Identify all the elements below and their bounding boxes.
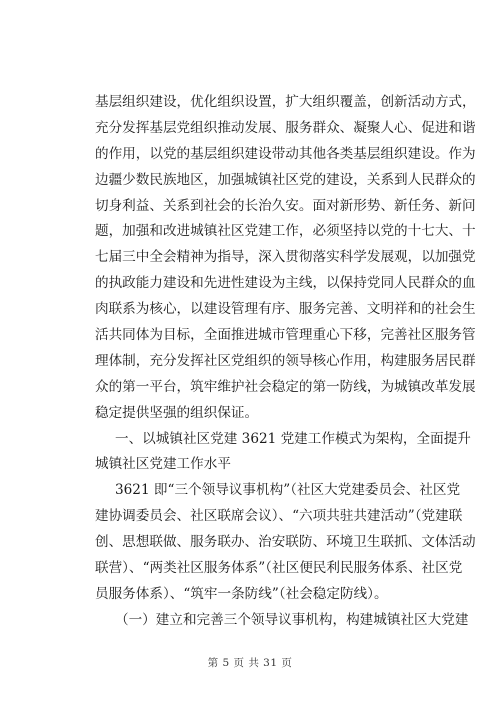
- text-line: 基层组织建设，优化组织设置，扩大组织覆盖，创新活动方式，: [95, 94, 476, 110]
- text-line: 边疆少数民族地区，加强城镇社区党的建设，关系到人民群众的: [95, 171, 476, 188]
- text-line: 3621 即“三个领导议事机构”（社区大党建委员会、社区党: [115, 482, 461, 499]
- text-line: 活共同体为目标，全面推进城市管理重心下移，完善社区服务管: [95, 327, 476, 344]
- text-line: 创、思想联做、服务联办、治安联防、环境卫生联抓、文体活动: [95, 534, 476, 551]
- body-text: [95, 90, 476, 634]
- text-line: 众的第一平台，筑牢维护社会稳定的第一防线，为城镇改革发展: [95, 378, 476, 395]
- text-line: 联营）、“两类社区服务体系”（社区便民利民服务体系、社区党: [95, 560, 463, 577]
- section-heading-line: 城镇社区党建工作水平: [95, 456, 231, 473]
- text-line: 员服务体系）、“筑牢一条防线”（社会稳定防线）。: [95, 585, 388, 602]
- subsection-heading-line: （一）建立和完善三个领导议事机构，构建城镇社区大党建: [115, 611, 469, 628]
- text-line: 稳定提供坚强的组织保证。: [95, 404, 259, 421]
- text-line: 充分发挥基层党组织推动发展、服务群众、凝聚人心、促进和谐: [95, 119, 476, 136]
- text-line: 理体制，充分发挥社区党组织的领导核心作用，构建服务居民群: [95, 352, 476, 369]
- text-line: 的执政能力建设和先进性建设为主线，以保持党同人民群众的血: [95, 275, 476, 292]
- text-line: 题，加强和改进城镇社区党建工作，必须坚持以党的十七大、十: [95, 223, 476, 240]
- text-line: 的作用，以党的基层组织建设带动其他各类基层组织建设。作为: [95, 145, 476, 162]
- text-line: 七届三中全会精神为指导，深入贯彻落实科学发展观，以加强党: [95, 249, 476, 266]
- text-line: 建协调委员会、社区联席会议）、“六项共驻共建活动”（党建联: [95, 508, 463, 525]
- text-line: 肉联系为核心，以建设管理有序、服务完善、文明祥和的社会生: [95, 301, 476, 318]
- page-number-footer: 第 5 页 共 31 页: [207, 657, 293, 669]
- section-heading-line: 一、以城镇社区党建 3621 党建工作模式为架构，全面提升: [115, 430, 471, 447]
- text-line: 切身利益、关系到社会的长治久安。面对新形势、新任务、新问: [95, 197, 476, 214]
